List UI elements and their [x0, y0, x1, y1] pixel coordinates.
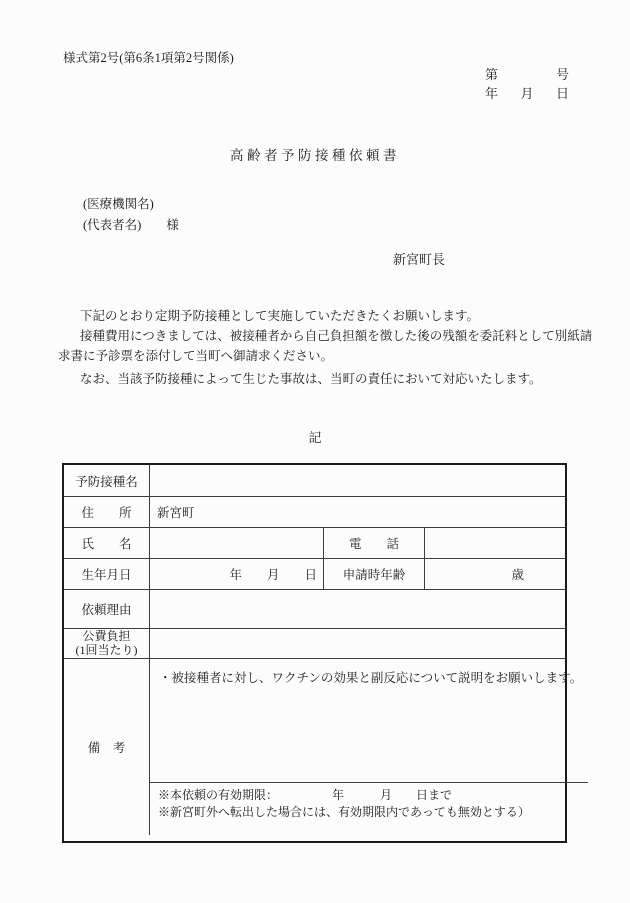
- age-label: 申請時年齢: [323, 559, 424, 589]
- date-line: [485, 84, 569, 103]
- doc-number-prefix: 第: [485, 67, 499, 82]
- table-row-birthdate-age: [64, 558, 565, 589]
- public-expense-label-line2: (1回当たり): [75, 642, 138, 657]
- name-label: 氏 名: [81, 537, 132, 551]
- reason-label: 依頼理由: [81, 603, 132, 617]
- remarks-content: [149, 659, 588, 835]
- request-form-table: [62, 463, 583, 843]
- document-number-block: [485, 65, 569, 103]
- public-expense-label: [64, 629, 149, 658]
- table-row-vaccine-name: [64, 465, 565, 496]
- doc-number-suffix: 号: [555, 67, 569, 82]
- memo-marker: 記: [308, 430, 322, 445]
- phone-label: 電 話: [323, 528, 424, 558]
- table-row-reason: [64, 589, 565, 628]
- representative-line: (代表者名) 様: [83, 218, 179, 232]
- age-value-cell: 歳: [424, 559, 565, 589]
- addressee-block: [83, 194, 179, 236]
- remarks-bullet-note: ・被接種者に対し、ワクチンの効果と副反応について説明をお願いします。: [159, 671, 583, 685]
- table-row-public-expense: [64, 628, 565, 658]
- medical-institution-line: (医療機関名): [83, 197, 154, 211]
- table-row-address: [64, 496, 565, 527]
- body-line-4: なお、当該予防接種によって生じた事故は、当町の責任において対応いたします。: [80, 372, 542, 386]
- form-id: 様式第2号(第6条1項第2号関係): [63, 51, 234, 65]
- phone-value-cell: [424, 528, 565, 558]
- table-row-name-phone: [64, 527, 565, 558]
- vaccine-name-value-cell: [149, 465, 565, 496]
- remarks-invalid-line: ※新宮町外へ転出した場合には、有効期限内であっても無効とする）: [158, 804, 530, 819]
- date-month-label: 月: [520, 86, 534, 101]
- body-line-3: 求書に予診票を添付して当町へ御請求ください。: [58, 349, 334, 363]
- remarks-validity-note: [150, 782, 588, 835]
- birthdate-label: 生年月日: [81, 568, 132, 582]
- document-title: 高齢者予防接種依頼書: [230, 148, 400, 163]
- date-day-label: 日: [555, 86, 569, 101]
- document-number-line: [485, 65, 569, 84]
- table-row-remarks: [64, 658, 583, 835]
- remarks-expiry-line: ※本依頼の有効期限： 年 月 日まで: [158, 788, 453, 802]
- mayor-signature: 新宮町長: [393, 252, 446, 267]
- reason-value-cell: [149, 590, 565, 628]
- body-text: [58, 306, 618, 389]
- name-value-cell: [149, 528, 323, 558]
- address-label: 住 所: [81, 506, 132, 520]
- birthdate-value-cell: 年 月 日: [149, 559, 323, 589]
- date-year-label: 年: [485, 86, 499, 101]
- body-line-2: 接種費用につきましては、被接種者から自己負担額を徴した後の残額を委託料として別紙請: [80, 329, 593, 343]
- address-value-cell: 新宮町: [149, 497, 565, 527]
- vaccine-name-label: 予防接種名: [75, 474, 138, 489]
- public-expense-value-cell: [149, 629, 565, 658]
- remarks-label: 備 考: [87, 741, 126, 755]
- body-line-1: 下記のとおり定期予防接種として実施していただきたくお願いします。: [80, 309, 480, 323]
- public-expense-label-line1: 公費負担: [82, 629, 131, 643]
